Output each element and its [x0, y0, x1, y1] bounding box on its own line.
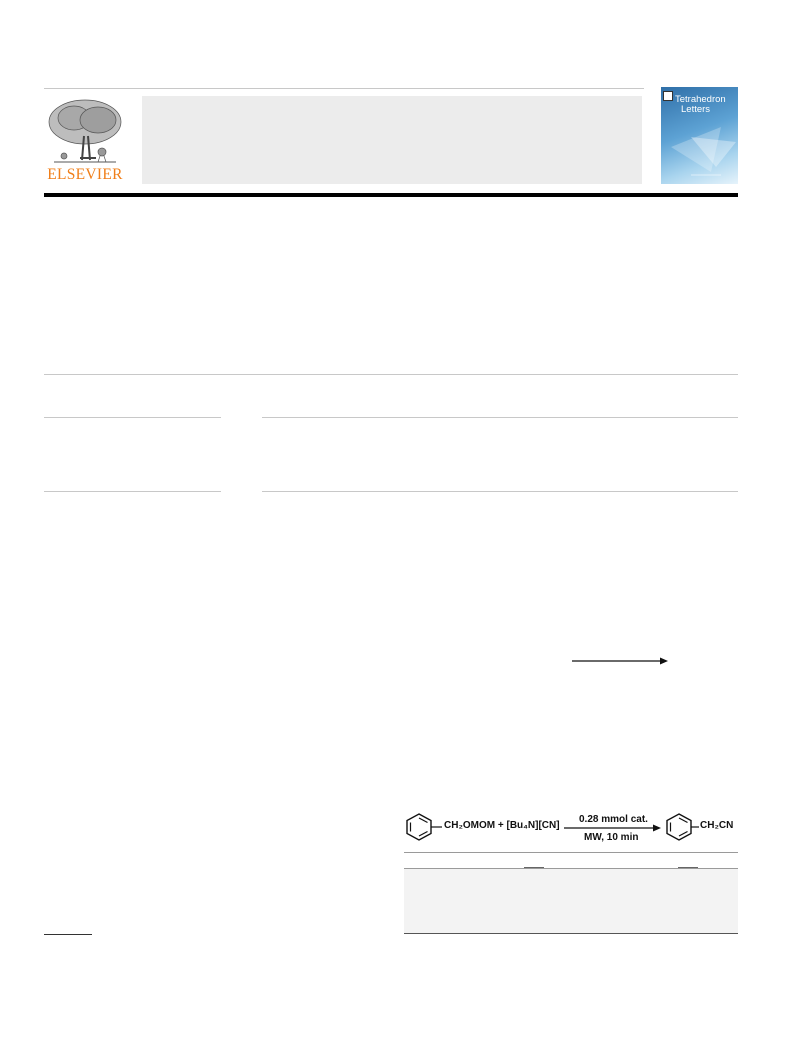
- header-top-rule: [44, 88, 644, 89]
- benzene-ring-icon: [404, 812, 434, 842]
- elsevier-logo[interactable]: [44, 96, 126, 184]
- article-info-top-rule: [44, 417, 221, 418]
- reaction-arrow-icon: [570, 656, 670, 666]
- tree-icon: [44, 96, 126, 166]
- title-separator-rule: [44, 374, 738, 375]
- cover-graphic: [661, 87, 738, 184]
- reactant-formula: CH₂OMOM + [Bu₄N][CN]: [444, 820, 560, 831]
- table-top-rule: [404, 852, 738, 853]
- publisher-logo-text: ELSEVIER: [47, 166, 123, 183]
- abstract-top-rule: [262, 417, 738, 418]
- journal-cover-title: Tetrahedron Letters: [675, 94, 726, 115]
- bond-line: [431, 812, 443, 842]
- conditions-bottom: MW, 10 min: [584, 832, 639, 843]
- abstract-bottom-rule: [262, 491, 738, 492]
- benzene-ring-icon: [664, 812, 694, 842]
- scheme-arrow-icon: [564, 824, 664, 832]
- journal-masthead-box: [142, 96, 642, 184]
- footnote-rule: [44, 934, 92, 935]
- header-bottom-rule: [44, 193, 738, 197]
- table-body: [404, 869, 738, 933]
- product-formula: CH₂CN: [700, 820, 734, 831]
- reaction-scheme: [404, 812, 738, 844]
- table-bottom-rule: [404, 933, 738, 934]
- journal-cover-image[interactable]: [661, 87, 738, 184]
- conditions-top: 0.28 mmol cat.: [579, 814, 648, 825]
- article-info-bottom-rule: [44, 491, 221, 492]
